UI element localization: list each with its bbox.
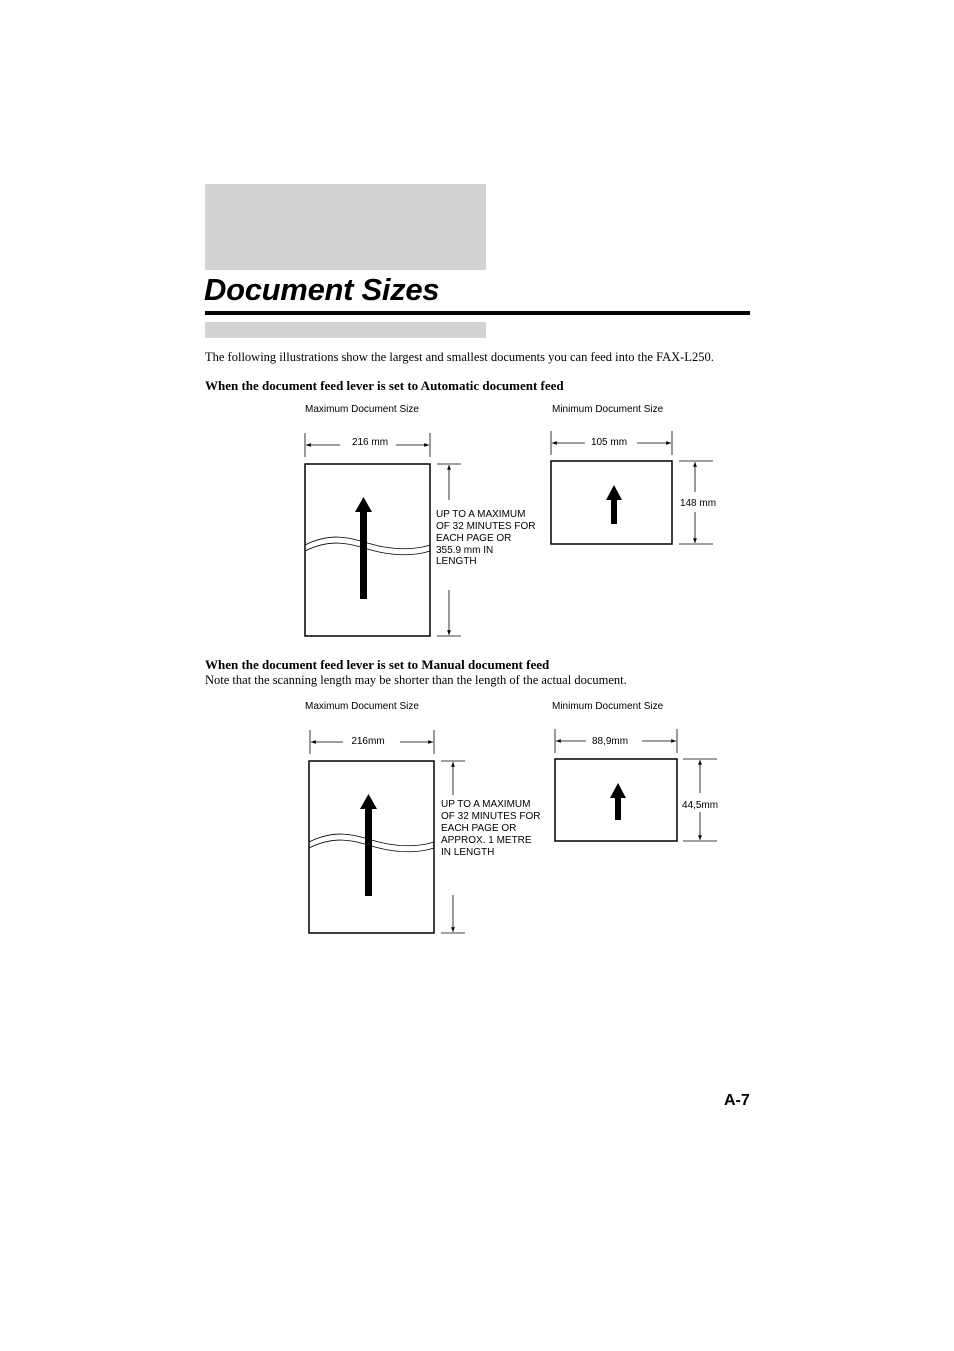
- manual-max-length-note-4: APPROX. 1 METRE: [441, 835, 532, 846]
- auto-max-length-note-1: UP TO A MAXIMUM: [436, 509, 526, 520]
- auto-max-length-note-2: OF 32 MINUTES FOR: [436, 521, 536, 532]
- manual-min-height: 44,5mm: [681, 800, 719, 811]
- manual-max-length-note-5: IN LENGTH: [441, 847, 495, 858]
- auto-min-height: 148 mm: [679, 498, 717, 509]
- auto-min-diagram: [551, 404, 716, 544]
- intro-paragraph: The following illustrations show the largest and smallest documents you can feed into the FAX-L250.: [205, 350, 714, 364]
- manual-min-width: 88,9mm: [591, 736, 629, 747]
- auto-feed-heading: When the document feed lever is set to Automatic document feed: [205, 378, 564, 393]
- auto-max-diagram: [305, 404, 535, 636]
- auto-min-width: 105 mm: [590, 437, 628, 448]
- auto-max-length-note-3: EACH PAGE OR: [436, 533, 512, 544]
- manual-max-diagram: [305, 701, 540, 933]
- manual-max-length-note-1: UP TO A MAXIMUM: [441, 799, 531, 810]
- manual-max-length-note-3: EACH PAGE OR: [441, 823, 517, 834]
- manual-feed-heading: When the document feed lever is set to Manual document feed: [205, 657, 550, 672]
- manual-max-width: 216mm: [351, 736, 385, 747]
- auto-max-document: [305, 464, 430, 636]
- manual-max-label: Maximum Document Size: [305, 701, 419, 712]
- auto-max-length-note-5: LENGTH: [436, 556, 477, 567]
- manual-min-diagram: [552, 701, 718, 841]
- auto-min-label: Minimum Document Size: [552, 404, 664, 415]
- auto-max-label: Maximum Document Size: [305, 404, 419, 415]
- page-number: A-7: [724, 1092, 750, 1109]
- manual-min-label: Minimum Document Size: [552, 701, 664, 712]
- manual-max-length-note-2: OF 32 MINUTES FOR: [441, 811, 541, 822]
- auto-max-width: 216 mm: [351, 437, 389, 448]
- page-title: Document Sizes: [204, 272, 440, 307]
- manual-feed-note: Note that the scanning length may be shorter than the length of the actual document.: [205, 673, 627, 687]
- auto-max-length-note-4: 355.9 mm IN: [436, 545, 494, 556]
